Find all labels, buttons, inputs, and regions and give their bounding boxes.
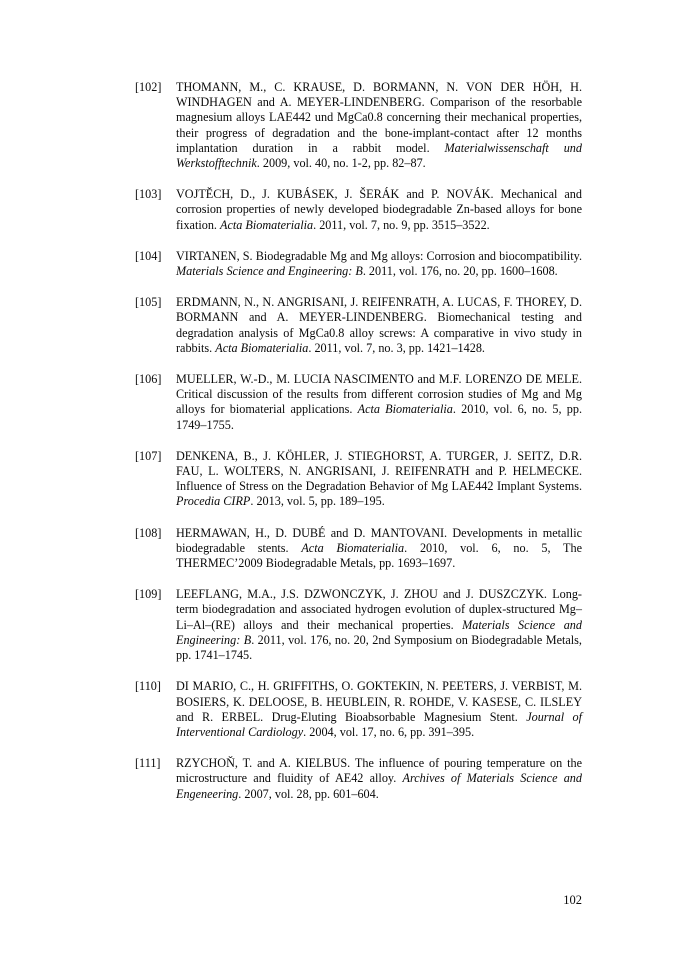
references-list bbox=[135, 80, 582, 818]
reference-text: HERMAWAN, H., D. DUBÉ and D. MANTOVANI. Developments in metallic biodegradable stents. Acta Biomaterialia. 2010, vol. 6, no. 5, The THERMEC’2009 Biodegradable Metals, pp. 1693–1697. bbox=[176, 525, 582, 571]
reference-text: RZYCHOŇ, T. and A. KIELBUS. The influence of pouring temperature on the microstructure and fluidity of AE42 alloy. Archives of Materials Science and Engeneering. 2007, vol. 28, pp. 601–604. bbox=[176, 756, 582, 801]
reference-entry bbox=[135, 756, 582, 802]
reference-entry bbox=[135, 249, 582, 279]
reference-number: [102] bbox=[135, 80, 162, 94]
reference-entry bbox=[135, 80, 582, 171]
reference-number: [109] bbox=[135, 587, 162, 602]
reference-text: VIRTANEN, S. Biodegradable Mg and Mg alloys: Corrosion and biocompatibility. Materials Science and Engineering: B. 2011, vol. 176, no. 20, pp. 1600–1608. bbox=[176, 248, 582, 279]
reference-number: [106] bbox=[135, 372, 162, 387]
reference-number: [104] bbox=[135, 248, 162, 263]
reference-text: VOJTĚCH, D., J. KUBÁSEK, J. ŠERÁK and P. NOVÁK. Mechanical and corrosion properties of newly developed biodegradable Zn-based alloys for bone fixation. Acta Biomaterialia. 2011, vol. 7, no. 9, pp. 3515–3522. bbox=[176, 187, 582, 232]
reference-entry bbox=[135, 679, 582, 740]
reference-entry bbox=[135, 372, 582, 433]
reference-text: THOMANN, M., C. KRAUSE, D. BORMANN, N. VON DER HÖH, H. WINDHAGEN and A. MEYER-LINDENBERG. Comparison of the resorbable magnesium alloys LAE442 und MgCa0.8 concerning their mechanical properties, their progress of degradation and the bone-implant-contact after 12 months implantation duration in a rabbit model. Materialwissenschaft und Werkstofftechnik. 2009, vol. 40, no. 1-2, pp. 82–87. bbox=[176, 80, 582, 171]
reference-text: DI MARIO, C., H. GRIFFITHS, O. GOKTEKIN, N. PEETERS, J. VERBIST, M. BOSIERS, K. DELOOSE, B. HEUBLEIN, R. ROHDE, V. KASESE, C. ILSLEY and R. ERBEL. Drug-Eluting Bioabsorbable Magnesium Stent. Journal of Interventional Cardiology. 2004, vol. 17, no. 6, pp. 391–395. bbox=[176, 679, 582, 739]
reference-number: [107] bbox=[135, 448, 162, 463]
reference-text: ERDMANN, N., N. ANGRISANI, J. REIFENRATH, A. LUCAS, F. THOREY, D. BORMANN and A. MEYER-LINDENBERG. Biomechanical testing and degradation analysis of MgCa0.8 alloy screws: A comparative in vivo study in rabbits. Acta Biomaterialia. 2011, vol. 7, no. 3, pp. 1421–1428. bbox=[176, 295, 582, 355]
reference-number: [103] bbox=[135, 187, 162, 202]
reference-number: [108] bbox=[135, 525, 162, 540]
reference-number: [105] bbox=[135, 295, 162, 310]
reference-entry bbox=[135, 526, 582, 572]
reference-number: [110] bbox=[135, 679, 161, 694]
reference-entry bbox=[135, 587, 582, 663]
page-number: 102 bbox=[563, 893, 582, 907]
reference-entry bbox=[135, 187, 582, 233]
reference-entry bbox=[135, 449, 582, 510]
reference-entry bbox=[135, 295, 582, 356]
reference-text: MUELLER, W.-D., M. LUCIA NASCIMENTO and M.F. LORENZO DE MELE. Critical discussion of the results from different corrosion studies of Mg and Mg alloys for biomaterial applications. Acta Biomaterialia. 2010, vol. 6, no. 5, pp. 1749–1755. bbox=[176, 372, 583, 432]
reference-number: [111] bbox=[135, 756, 161, 771]
reference-text: LEEFLANG, M.A., J.S. DZWONCZYK, J. ZHOU and J. DUSZCZYK. Long-term biodegradation and associated hydrogen evolution of duplex-structured Mg–Li–Al–(RE) alloys and their mechanical properties. Materials Science and Engineering: B. 2011, vol. 176, no. 20, 2nd Symposium on Biodegradable Metals, pp. 1741–1745. bbox=[176, 587, 582, 663]
reference-text: DENKENA, B., J. KÖHLER, J. STIEGHORST, A. TURGER, J. SEITZ, D.R. FAU, L. WOLTERS, N. ANGRISANI, J. REIFENRATH and P. HELMECKE. Influence of Stress on the Degradation Behavior of Mg LAE442 Implant Systems. Procedia CIRP. 2013, vol. 5, pp. 189–195. bbox=[176, 448, 582, 509]
